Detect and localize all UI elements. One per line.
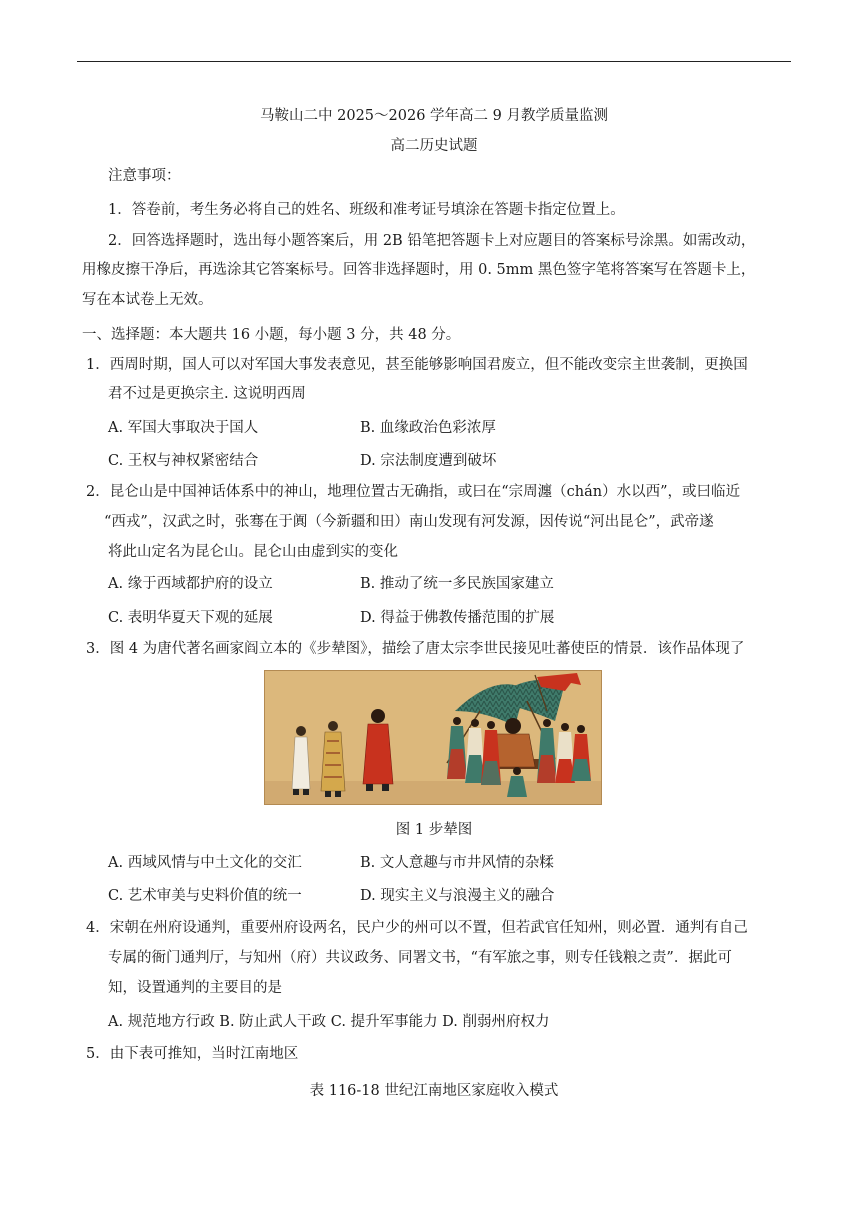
q1-line-2: 君不过是更换宗主. 这说明西周 — [108, 386, 306, 402]
q4-options: A. 规范地方行政 B. 防止武人干政 C. 提升军事能力 D. 削弱州府权力 — [108, 1014, 550, 1030]
figure-caption: 图 1 步辇图 — [395, 822, 473, 838]
notice-item-1: 1．答卷前，考生务必将自己的姓名、班级和准考证号填涂在答题卡指定位置上。 — [108, 202, 625, 218]
q2-option-d: D. 得益于佛教传播范围的扩展 — [360, 610, 555, 626]
q2-option-c: C. 表明华夏天下观的延展 — [108, 610, 273, 626]
q2-option-a: A. 缘于西域都护府的设立 — [108, 576, 273, 592]
q2-line-2: “西戎”，汉武之时，张骞在于阗（今新疆和田）南山发现有河发源，因传说“河出昆仑”，武帝遂 — [104, 514, 714, 530]
q4-line-2: 专属的衙门通判厅，与知州（府）共议政务、同署文书，“有军旅之事，则专任钱粮之责”．据此可 — [108, 950, 732, 966]
exam-subtitle: 高二历史试题 — [390, 138, 478, 154]
notice-item-2-line-1: 2．回答选择题时，选出每小题答案后，用 2B 铅笔把答题卡上对应题目的答案标号涂黑。如需改动， — [108, 233, 756, 249]
section-heading: 一、选择题：本大题共 16 小题，每小题 3 分，共 48 分。 — [82, 327, 461, 343]
notice-heading: 注意事项： — [108, 168, 181, 184]
q3-option-a: A. 西域风情与中土文化的交汇 — [108, 855, 302, 871]
painting-illustration — [265, 671, 601, 804]
notice-item-2-line-3: 写在本试卷上无效。 — [82, 292, 213, 308]
q1-line-1: 1．西周时期，国人可以对军国大事发表意见，甚至能够影响国君废立，但不能改变宗主世袭制，更换国 — [86, 357, 748, 373]
q5-line-1: 5．由下表可推知，当时江南地区 — [86, 1046, 299, 1062]
q1-option-b: B. 血缘政治色彩浓厚 — [360, 420, 496, 436]
q1-option-c: C. 王权与神权紧密结合 — [108, 453, 259, 469]
q1-option-d: D. 宗法制度遭到破坏 — [360, 453, 497, 469]
q1-option-a: A. 军国大事取决于国人 — [108, 420, 259, 436]
q4-line-3: 知，设置通判的主要目的是 — [108, 980, 282, 996]
exam-title: 马鞍山二中 2025～2026 学年高二 9 月教学质量监测 — [260, 108, 608, 124]
q2-option-b: B. 推动了统一多民族国家建立 — [360, 576, 554, 592]
q3-option-b: B. 文人意趣与市井风情的杂糅 — [360, 855, 554, 871]
notice-item-2-line-2: 用橡皮擦干净后，再选涂其它答案标号。回答非选择题时，用 0. 5mm 黑色签字笔将答案写在答题卡上， — [82, 262, 756, 278]
q3-line-1: 3．图 4 为唐代著名画家阎立本的《步辇图》，描绘了唐太宗李世民接见吐蕃使臣的情景．该作品体现了 — [86, 641, 745, 657]
q3-option-c: C. 艺术审美与史料价值的统一 — [108, 888, 302, 904]
q5-table-title: 表 116-18 世纪江南地区家庭收入模式 — [309, 1083, 559, 1099]
q2-line-3: 将此山定名为昆仑山。昆仑山由虚到实的变化 — [108, 544, 398, 560]
q4-line-1: 4．宋朝在州府设通判，重要州府设两名，民户少的州可以不置，但若武官任知州，则必置．通判有自己 — [86, 920, 748, 936]
q3-option-d: D. 现实主义与浪漫主义的融合 — [360, 888, 555, 904]
top-rule — [77, 61, 791, 62]
q2-line-1: 2．昆仑山是中国神话体系中的神山，地理位置古无确指，或曰在“宗周瀍（chán）水以西”，或曰临近 — [86, 484, 740, 500]
painting-bunian-tu — [264, 670, 602, 805]
